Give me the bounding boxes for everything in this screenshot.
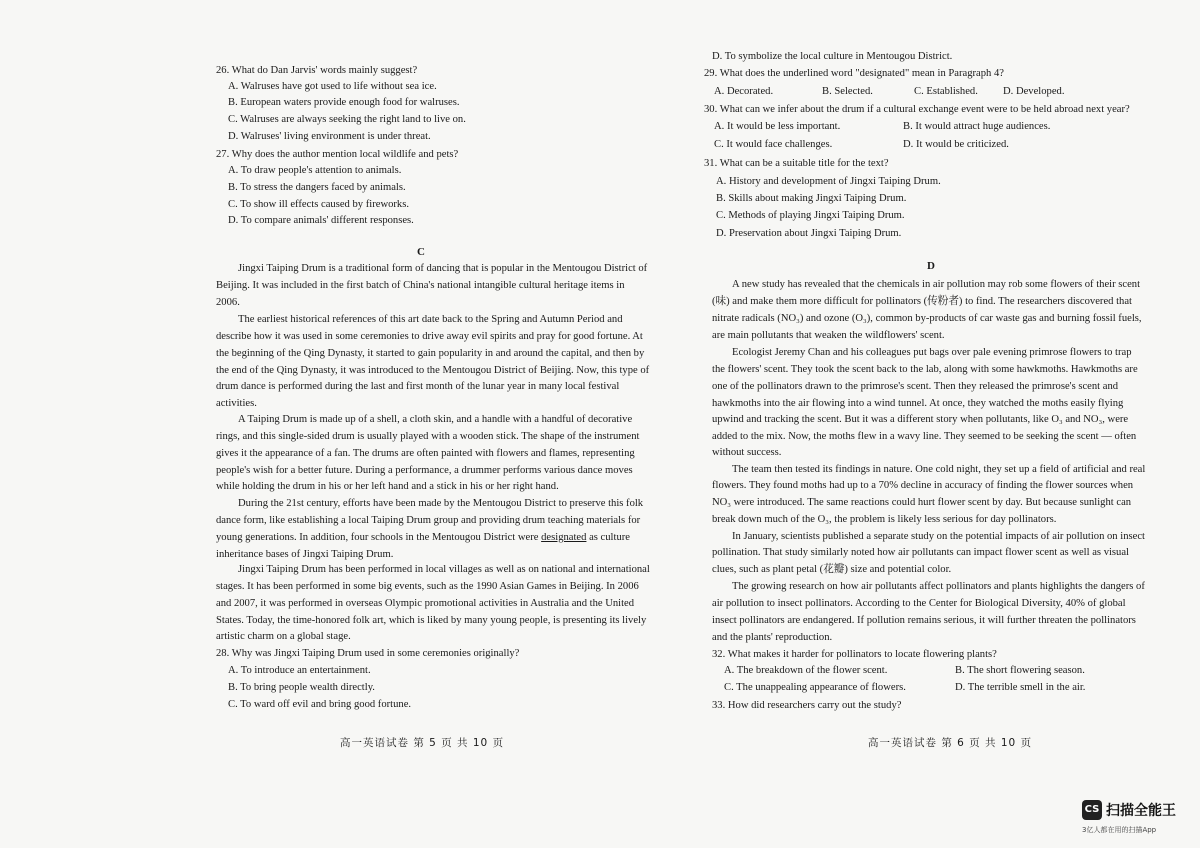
passage-c-line: activities. (216, 398, 257, 409)
passage-d-line: hawkmoths into the air flowing into a wind tunnel. At once, they watched the moths easily flying (712, 398, 1124, 409)
passage-d-line: NO₃ were introduced. The same reactions could hurt flower scent by day. But because sunlight can (712, 497, 1132, 508)
q27-stem: 27. Why does the author mention local wildlife and pets? (216, 149, 459, 160)
q26-option-d: D. Walruses' living environment is under threat. (228, 131, 431, 142)
passage-c-line: During the 21st century, efforts have been made by the Mentougou District to preserve this folk (238, 498, 644, 509)
camscanner-name: 扫描全能王 (1106, 803, 1176, 819)
q30-stem: 30. What can we infer about the drum if a cultural exchange event were to be held abroad next year? (704, 104, 1130, 115)
passage-d-line: The team then tested its findings in nature. One cold night, they set up a field of artificial and real (732, 464, 1146, 475)
q27-option-a: A. To draw people's attention to animals. (228, 165, 402, 176)
passage-d-line: pollination. That study similarly noted how air pollutants can impact flower scent as well as visual (712, 547, 1129, 558)
passage-c-line: while holding the drum in his or her left hand and a stick in his or her right hand. (216, 481, 559, 492)
q30-option-d: D. It would be criticized. (903, 139, 1009, 150)
section-d-heading: D (927, 260, 935, 272)
q27-option-d: D. To compare animals' different responses. (228, 215, 414, 226)
q26-option-a: A. Walruses have got used to life without sea ice. (228, 81, 437, 92)
q32-option-c: C. The unappealing appearance of flowers. (724, 682, 906, 693)
passage-c-line: drum dance is performed during the last and first month of the lunar year in many local festival (216, 381, 620, 392)
q33-stem: 33. How did researchers carry out the study? (712, 700, 902, 711)
q28-option-d: D. To symbolize the local culture in Mentougou District. (712, 51, 953, 62)
passage-c-line: Beijing. It was included in the first batch of China's national intangible cultural heritage items in (216, 280, 625, 291)
q27-option-c: C. To show ill effects caused by fireworks. (228, 199, 409, 210)
passage-d-line: the flowers' scent. They took the scent back to the lab, along with some hawkmoths. Hawkmoths are (712, 364, 1138, 375)
passage-c-line: inheritance bases of Jingxi Taiping Drum. (216, 549, 394, 560)
passage-c-line: Jingxi Taiping Drum is a traditional form of dancing that is popular in the Mentougou District of (238, 263, 648, 274)
passage-c-line: The earliest historical references of this art date back to the Spring and Autumn Period and (238, 314, 623, 325)
passage-d-line: A new study has revealed that the chemicals in air pollution may rob some flowers of their scent (732, 279, 1141, 290)
passage-d-line: clues, such as plant petal (花瓣) size and potential color. (712, 564, 952, 575)
page-footer-right: 高一英语试卷 第 6 页 共 10 页 (868, 737, 1033, 749)
passage-d-line: nitrate radicals (NO₃) and ozone (O₃), common by-products of car waste gas and burning fossil fuels, (712, 313, 1142, 324)
passage-c-line: the beginning of the Qing Dynasty, it started to gain popularity in and around the capital, and then by (216, 348, 645, 359)
q26-stem: 26. What do Dan Jarvis' words mainly suggest? (216, 65, 418, 76)
q29-option-b: B. Selected. (822, 86, 873, 97)
q31-option-a: A. History and development of Jingxi Taiping Drum. (716, 176, 941, 187)
passage-d-line: without success. (712, 447, 782, 458)
q28-stem: 28. Why was Jingxi Taiping Drum used in some ceremonies originally? (216, 648, 520, 659)
q29-stem: 29. What does the underlined word "designated" mean in Paragraph 4? (704, 68, 1004, 79)
line-text: young generations. In addition, four schools in the Mentougou District were (216, 532, 539, 543)
q31-stem: 31. What can be a suitable title for the text? (704, 158, 889, 169)
passage-d-line: insect pollinators are endangered. If pollution remains serious, it will further threaten the pollinators (712, 615, 1136, 626)
passage-c-line: States. Today, the time-honored folk art, which is liked by many young people, is presenting its lively (216, 615, 647, 626)
q32-option-b: B. The short flowering season. (955, 665, 1085, 676)
passage-c-line: Jingxi Taiping Drum has been performed in local villages as well as on national and international (238, 564, 650, 575)
q32-stem: 32. What makes it harder for pollinators to locate flowering plants? (712, 649, 997, 660)
section-c-heading: C (417, 246, 425, 258)
passage-c-line: and 2007, it was performed in overseas Olympic promotional activities in Australia and the United (216, 598, 635, 609)
passage-d-line: are main pollutants that weaken the wildflowers' scent. (712, 330, 945, 341)
passage-c-line: gives it the appearance of a fan. The drums are often painted with flowers and flames, representing (216, 448, 635, 459)
passage-c-line: people's wish for a better future. During a performance, a drummer performs various dance moves (216, 465, 633, 476)
passage-c-line (216, 531, 630, 545)
passage-c-line: dance form, like establishing a local Taiping Drum group and providing drum teaching materials for (216, 515, 641, 526)
line-continuation: as culture (586, 532, 630, 543)
passage-c-line: stages. It has been performed in some big events, such as the 1990 Asian Games in Beijing. In 2006 (216, 581, 639, 592)
passage-d-line: upwind and tracking the scent. But it was a different story when pollutants, like O₃ and NO₃, were (712, 414, 1129, 425)
q31-option-b: B. Skills about making Jingxi Taiping Drum. (716, 193, 907, 204)
q30-option-b: B. It would attract huge audiences. (903, 121, 1051, 132)
q29-option-c: C. Established. (914, 86, 978, 97)
camscanner-watermark (1082, 797, 1188, 837)
q28-option-b: B. To bring people wealth directly. (228, 682, 375, 693)
q30-option-a: A. It would be less important. (714, 121, 841, 132)
passage-c-line: describe how it was used in some ceremonies to drive away evil spirits and pray for good fortune. At (216, 331, 643, 342)
camscanner-tagline: 3亿人都在用的扫描App (1082, 826, 1157, 834)
passage-c-line: the end of the Qing Dynasty, it was introduced to the Mentougou District of Beijing. Now, this type of (216, 365, 650, 376)
passage-d-line: flowers. They found moths had up to a 70% decline in accuracy of finding the flower sources when (712, 480, 1134, 491)
passage-d-line: break down much of the O₃, the problem is likely less serious for day pollinators. (712, 514, 1057, 525)
q26-option-c: C. Walruses are always seeking the right land to live on. (228, 114, 466, 125)
q31-option-d: D. Preservation about Jingxi Taiping Drum. (716, 228, 902, 239)
passage-c-line: artistic charm on a global stage. (216, 631, 351, 642)
q32-option-d: D. The terrible smell in the air. (955, 682, 1086, 693)
q28-option-a: A. To introduce an entertainment. (228, 665, 371, 676)
passage-d-line: Ecologist Jeremy Chan and his colleagues put bags over pale evening primrose flowers to trap (732, 347, 1132, 358)
passage-c-line: A Taiping Drum is made up of a shell, a cloth skin, and a handle with a handful of decorative (238, 414, 633, 425)
q28-option-c: C. To ward off evil and bring good fortune. (228, 699, 412, 710)
passage-c-line: 2006. (216, 297, 240, 308)
passage-d-line: (味) and make them more difficult for pollinators (传粉者) to find. The researchers discovered that (712, 296, 1132, 307)
camscanner-logo-icon: CS (1082, 800, 1102, 820)
passage-d-line: The growing research on how air pollutants affect pollinators and plants highlights the dangers of (732, 581, 1145, 592)
passage-d-line: air pollution to insect pollinators. According to the Center for Biological Diversity, 40% of global (712, 598, 1126, 609)
q29-option-a: A. Decorated. (714, 86, 774, 97)
q27-option-b: B. To stress the dangers faced by animals. (228, 182, 406, 193)
passage-d-line: and the plants' reproduction. (712, 632, 833, 643)
passage-d-line: one of the pollinators drawn to the primrose's scent. Then they released the primrose's scent and (712, 381, 1119, 392)
q30-option-c: C. It would face challenges. (714, 139, 833, 150)
q31-option-c: C. Methods of playing Jingxi Taiping Drum. (716, 210, 905, 221)
passage-d-line: In January, scientists published a separate study on the potential impacts of air pollution on insect (732, 531, 1145, 542)
q29-option-d: D. Developed. (1003, 86, 1065, 97)
underlined-word: designated (541, 532, 587, 543)
q26-option-b: B. European waters provide enough food for walruses. (228, 97, 460, 108)
passage-d-line: added to the mix. Now, the moths flew in a wavy line. They seemed to be seeking the scent — often (712, 431, 1137, 442)
page-footer-left: 高一英语试卷 第 5 页 共 10 页 (340, 737, 505, 749)
q32-option-a: A. The breakdown of the flower scent. (724, 665, 888, 676)
passage-c-line: rings, and this single-sided drum is usually played with a wooden stick. The shape of the instrument (216, 431, 640, 442)
